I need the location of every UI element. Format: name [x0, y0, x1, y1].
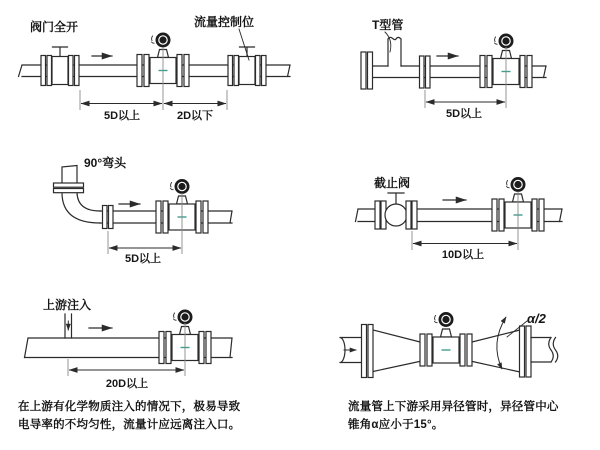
dim-5d: 5D以上	[445, 108, 483, 120]
tee-pipe-label: T型管	[372, 18, 404, 32]
diagram-upstream-injection	[25, 297, 233, 390]
diagram-reducer	[340, 311, 558, 378]
diagram-stop-valve	[356, 175, 563, 261]
valve-open-label: 阀门全开	[30, 20, 79, 34]
stop-valve-label: 截止阀	[374, 176, 411, 190]
elbow-label: 90°弯头	[84, 156, 127, 170]
reducer-note-line2: 锥角α应小于15°。	[348, 419, 444, 431]
dim-5d-elbow: 5D以上	[124, 253, 162, 265]
flange	[103, 206, 108, 229]
flange	[54, 183, 84, 187]
flange	[54, 189, 84, 193]
flange	[526, 326, 531, 377]
note-injection	[18, 398, 270, 434]
reducer-cone	[373, 330, 424, 372]
leader-line	[239, 29, 249, 60]
flange	[362, 325, 367, 378]
dim-10d: 10D以上	[441, 249, 485, 261]
dim-5d-upstream: 5D以上	[103, 110, 141, 122]
flowmeter-icon	[420, 313, 472, 367]
injection-note-line2: 电导率的不均匀性，流量计应远离注入口。	[18, 419, 241, 431]
flange	[426, 56, 431, 88]
note-reducer	[348, 398, 578, 434]
gate-valve-icon	[41, 47, 79, 86]
reducer-note-line1: 流量管上下游采用异径管时，异径管中心	[348, 401, 559, 413]
flange	[420, 56, 425, 88]
injection-note-line1: 在上游有化学物质注入的情况下，极易导致	[18, 401, 241, 413]
flange	[368, 325, 373, 378]
flow-control-label: 流量控制位	[194, 15, 255, 29]
injection-label: 上游注入	[43, 298, 92, 312]
diagram-elbow-90	[54, 155, 233, 265]
dim-2d-downstream: 2D以下	[176, 110, 214, 122]
expander-cone	[468, 330, 520, 372]
blind-flange	[368, 52, 373, 89]
alpha-angle-label: α/2	[527, 311, 546, 326]
diagram-tee-pipe	[361, 17, 546, 120]
elbow-pipe	[62, 166, 100, 224]
angle-arc	[497, 317, 506, 369]
flange	[520, 326, 525, 377]
pipe	[531, 338, 558, 363]
flange	[109, 206, 114, 229]
diagram-full-open-valve	[19, 14, 291, 122]
globe-valve-icon	[375, 193, 417, 229]
dim-20d: 20D以上	[105, 378, 149, 390]
blind-flange	[361, 52, 366, 89]
